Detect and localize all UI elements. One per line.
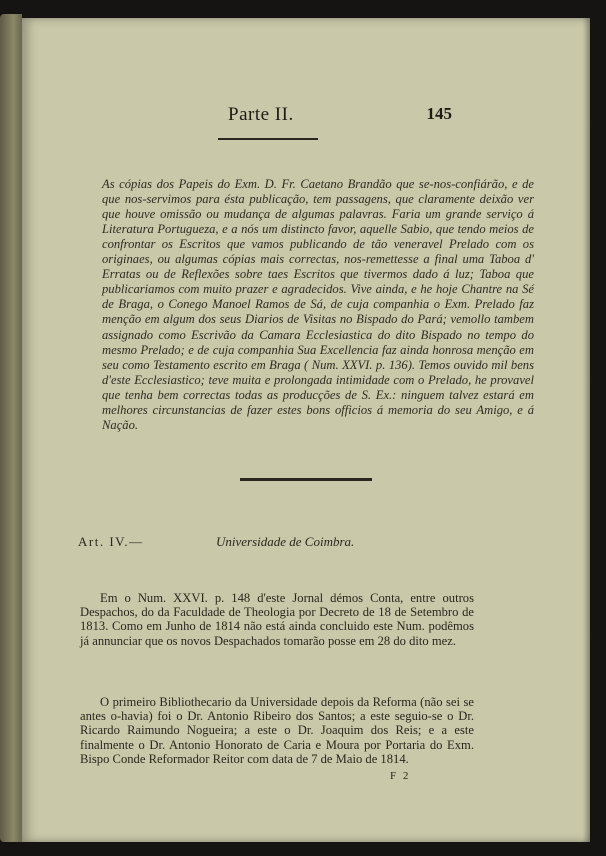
article-number: Art. IV.— (78, 534, 144, 549)
body-paragraph-2: O primeiro Bibliothecario da Universidade depois da Reforma (não sei se antes o-havia) foi o Dr. Antonio Ribeiro dos Santos; a este seguio-se o Dr. Ricardo Raimundo Nogueira; a este o Dr. Joaquim dos Reis; e a este finalmente o Dr. Antonio Honorato de Caria e Moura por Portaria do Exm. Bispo Conde Reformador Reitor com data de 7 de Maio de 1814. (80, 694, 474, 767)
article-heading (78, 534, 548, 550)
book-page (22, 18, 590, 842)
book-spine-edge (0, 14, 22, 842)
page-edge-shadow (582, 18, 590, 842)
section-divider-rule (240, 478, 372, 481)
article-title: Universidade de Coimbra. (216, 534, 355, 549)
signature-mark: F 2 (390, 770, 411, 782)
body-paragraph-1: Em o Num. XXVI. p. 148 d'este Jornal démos Conta, entre outros Despachos, do da Faculdade de Theologia por Decreto de 18 de Setembro de 1813. Como em Junho de 1814 não está ainda concluido este Num. podêmos já annunciar que os novos Despachados tomarão posse em 28 do dito mez. (80, 590, 474, 648)
page-header (22, 104, 590, 134)
page-number: 145 (426, 104, 452, 123)
running-head: Parte II. (228, 104, 294, 125)
header-rule (218, 138, 318, 140)
italic-note-paragraph: As cópias dos Papeis do Exm. D. Fr. Caetano Brandão que se-nos-confiárão, e de que nos-servimos para ésta publicação, tem passagens, que claramente deixão ver que houve omissão ou mudança de algumas palavras. Faria um grande serviço á Literatura Portugueza, e a nós um distincto favor, aquelle Sabio, que tendo meios de confrontar os Escritos que vamos publicando de tão veneravel Prelado com os originaes, ou algumas cópias mais correctas, nos-remettesse a final uma Taboa d' Erratas ou de Reflexões sobre taes Escritos que tivermos dado á luz; Taboa que publicariamos com muito prazer e agradecidos. Vive ainda, e he hoje Chantre na Sé de Braga, o Conego Manoel Ramos de Sá, de cuja companhia o Exm. Prelado faz menção em algum dos seus Diarios de Visitas no Bispado do Pará; vemollo tambem assignado como Escrivão da Camara Ecclesiastica do dito Bispado no tempo do mesmo Prelado; e de cuja companhia Sua Excellencia faz ainda honrosa menção em seu como Testamento escrito em Braga ( Num. XXVI. p. 136). Temos ouvido mil bens d'este Ecclesiastico; teve muita e prolongada intimidade com o Prelado, he provavel que tenha bem correctas todas as producções de S. Ex.: ninguem talvez estará em melhores circunstancias de fazer estes bons officios á memoria do seu Amigo, e á Nação. (102, 176, 534, 433)
